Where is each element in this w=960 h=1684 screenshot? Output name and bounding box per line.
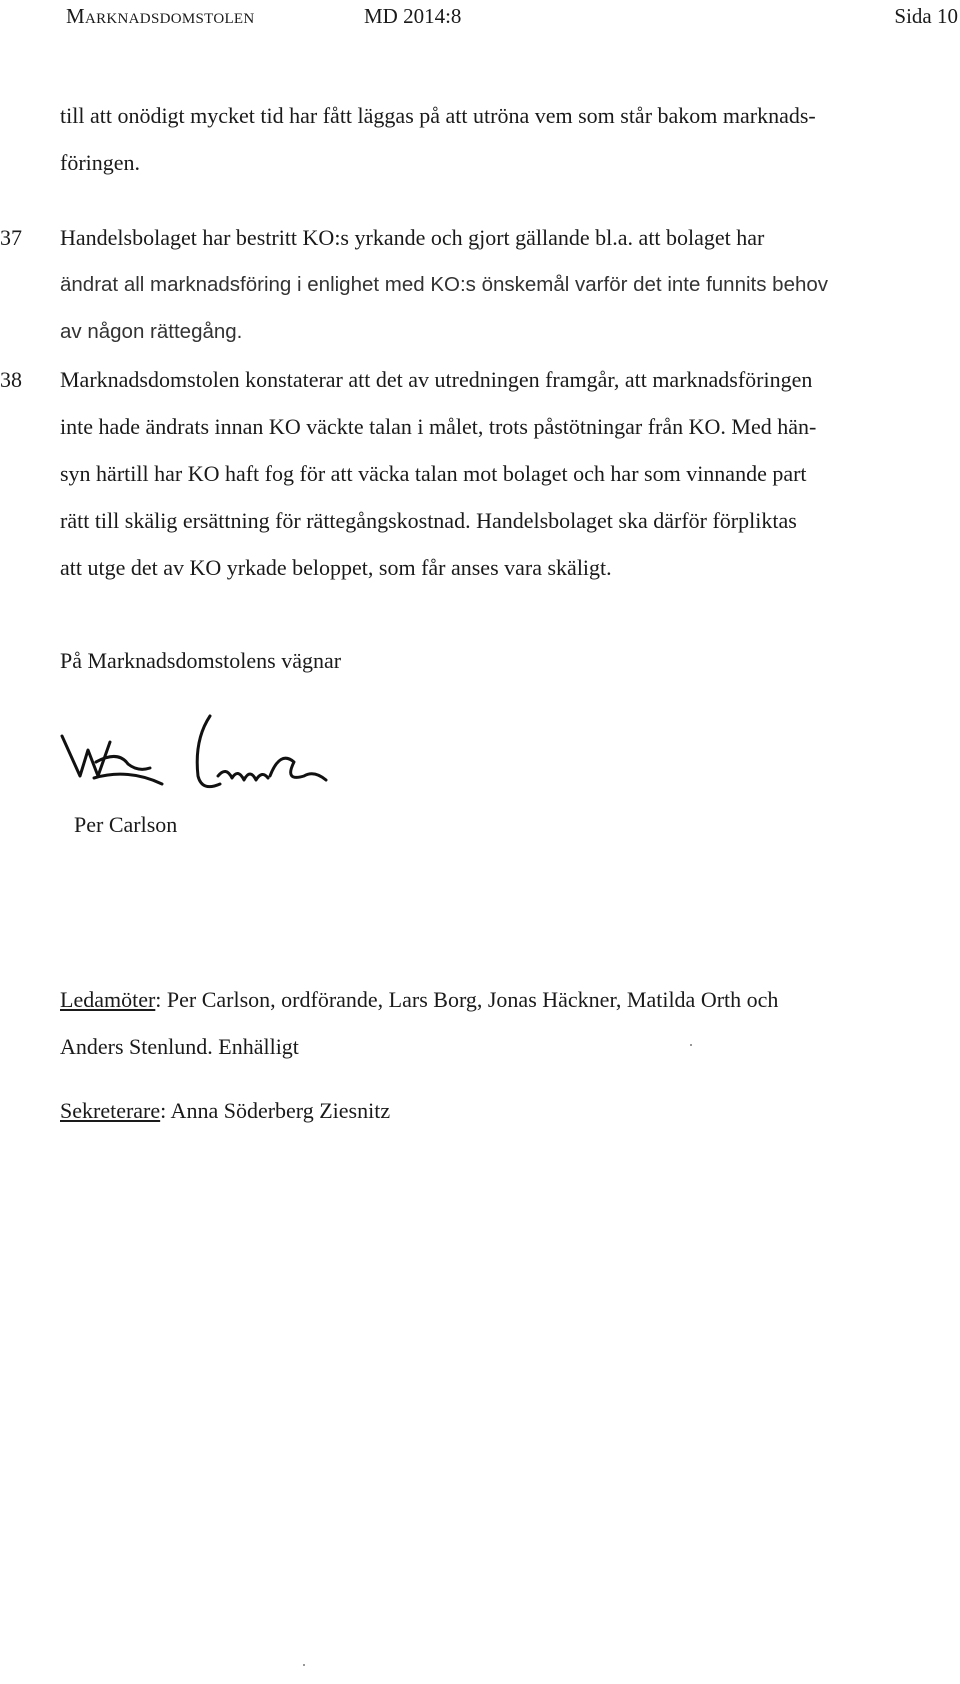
paragraph-line: till att onödigt mycket tid har fått läggas på att utröna vem som står bakom marknads- <box>60 103 816 128</box>
paragraph-line: Handelsbolaget har bestritt KO:s yrkande och gjort gällande bl.a. att bolaget har <box>60 225 765 250</box>
court-name: Marknadsdomstolen <box>66 4 255 28</box>
paragraph-line: inte hade ändrats innan KO väckte talan i målet, trots påstötningar från KO. Med hän- <box>60 414 817 439</box>
case-number: MD 2014:8 <box>364 4 462 28</box>
closing-formula: På Marknadsdomstolens vägnar <box>60 648 342 673</box>
handwritten-signature <box>58 706 358 826</box>
secretary-text: : Anna Söderberg Ziesnitz <box>160 1098 391 1123</box>
members-text: : Per Carlson, ordförande, Lars Borg, Jonas Häckner, Matilda Orth och <box>155 987 779 1012</box>
members-list <box>60 976 940 1070</box>
paragraph-37 <box>60 214 936 355</box>
paragraph-number-37: 37 <box>0 225 22 250</box>
scan-speck <box>303 1664 305 1666</box>
paragraph-line: ändrat all marknadsföring i enlighet med KO:s önskemål varför det inte funnits behov <box>60 273 829 296</box>
paragraph-number-38: 38 <box>0 367 22 392</box>
paragraph-continuation <box>60 92 936 186</box>
members-label: Ledamöter <box>60 987 156 1012</box>
signer-name: Per Carlson <box>74 812 178 837</box>
secretary-label: Sekreterare <box>60 1098 161 1123</box>
page-header <box>66 4 960 34</box>
paragraph-line: syn härtill har KO haft fog för att väcka talan mot bolaget och har som vinnande part <box>60 461 807 486</box>
paragraph-line: att utge det av KO yrkade beloppet, som får anses vara skäligt. <box>60 555 612 580</box>
members-line <box>60 976 940 1023</box>
members-line-2: Anders Stenlund. Enhälligt <box>60 1034 299 1059</box>
paragraph-line: föringen. <box>60 150 141 175</box>
scan-speck <box>690 1044 692 1046</box>
paragraph-line: Marknadsdomstolen konstaterar att det av utredningen framgår, att marknadsföringen <box>60 367 813 392</box>
page-number: Sida 10 <box>894 4 958 28</box>
paragraph-line: av någon rättegång. <box>60 320 243 343</box>
paragraph-38 <box>60 356 936 591</box>
paragraph-line: rätt till skälig ersättning för rättegångskostnad. Handelsbolaget ska därför förpliktas <box>60 508 797 533</box>
secretary-line <box>60 1098 390 1124</box>
